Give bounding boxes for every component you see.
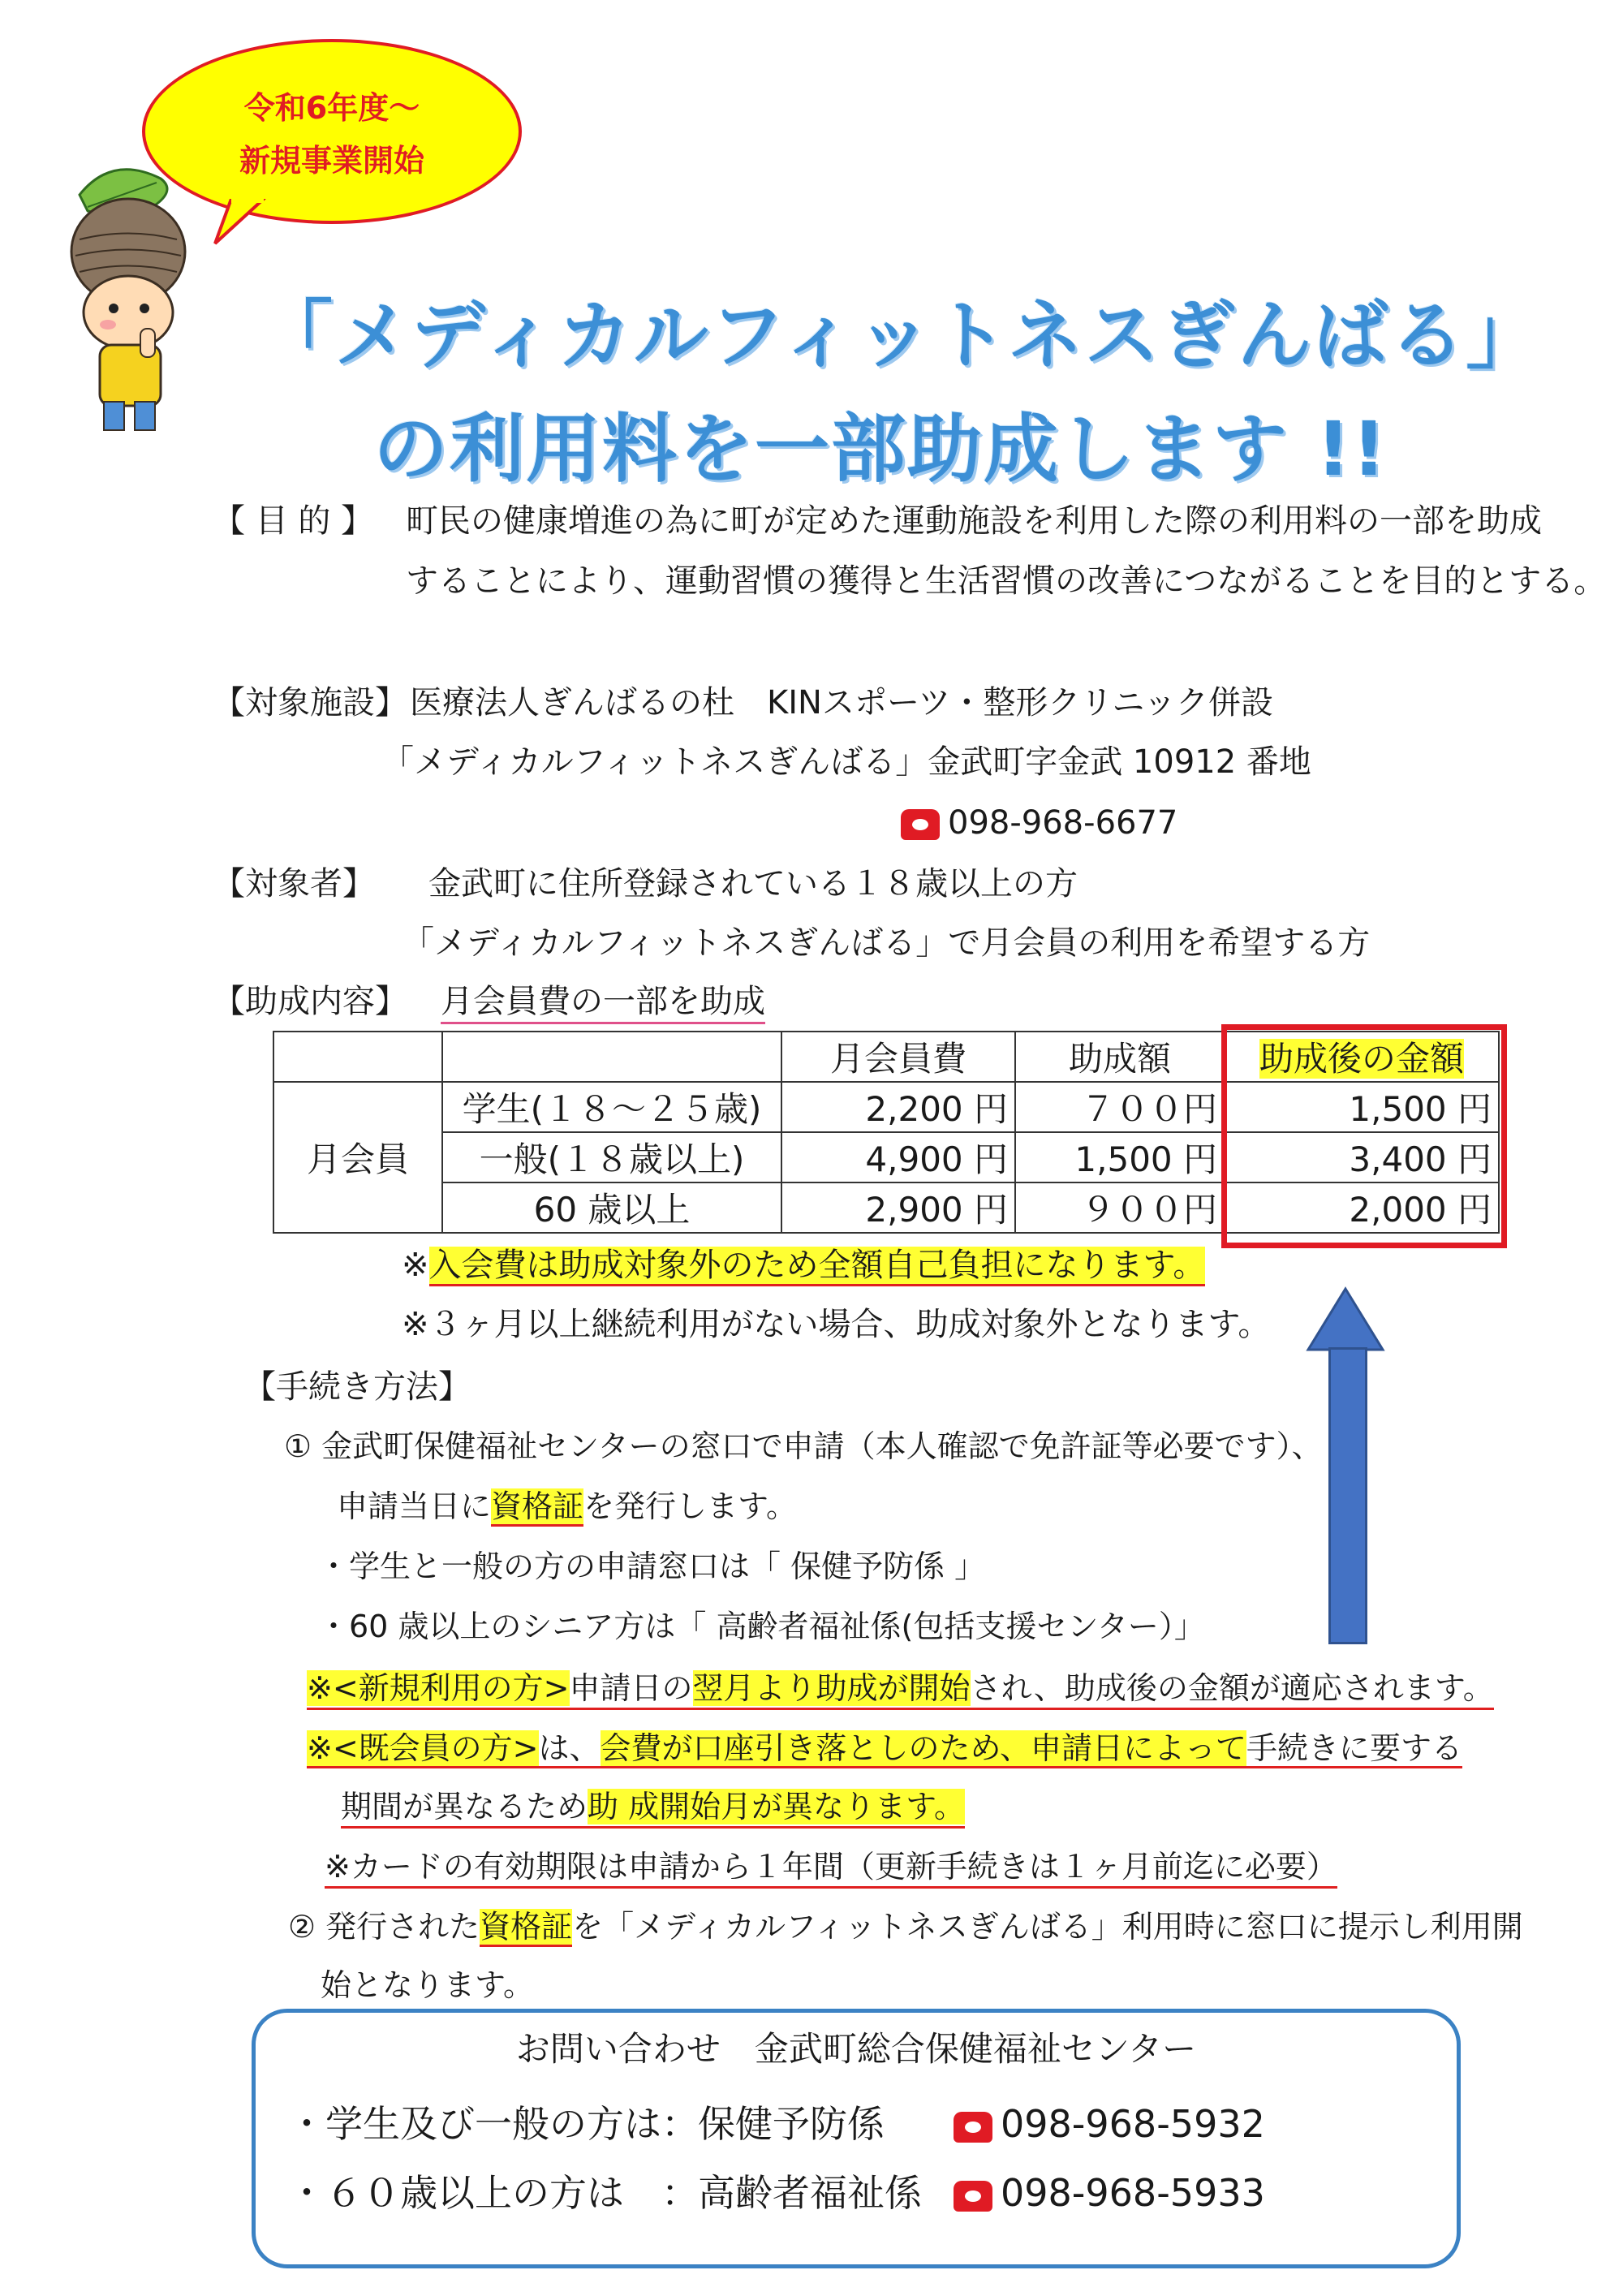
up-arrow-shaft xyxy=(1328,1347,1367,1644)
subsidy-label: 【助成内容】 xyxy=(213,983,407,1020)
existing-member-note xyxy=(307,1730,1462,1768)
step-2-post: を「メディカルフィットネスぎんばる」利用時に窓口に提示し利用開 xyxy=(572,1909,1523,1945)
bubble-line-1: 令和6年度～ xyxy=(243,90,420,126)
fee-cell: 2,900 円 xyxy=(781,1182,1015,1233)
speech-bubble xyxy=(142,39,522,224)
subsidy-text-wrap xyxy=(441,982,765,1021)
after-cell: 2,000 円 xyxy=(1225,1182,1499,1233)
contact-box xyxy=(252,2009,1461,2268)
subsidy-cell: ７００円 xyxy=(1015,1082,1225,1132)
after-cell: 1,500 円 xyxy=(1225,1082,1499,1132)
up-arrow-icon xyxy=(1305,1286,1386,1351)
note-1-text: 入会費は助成対象外のため全額自己負担になります。 xyxy=(429,1247,1206,1286)
step-1-b-pre: 申請当日に xyxy=(337,1488,492,1524)
bubble-tail xyxy=(207,199,272,248)
type-cell: 60 歳以上 xyxy=(442,1182,781,1233)
contact-row-2-phone: 098-968-5933 xyxy=(1001,2171,1265,2215)
step-1-b-post: を発行します。 xyxy=(583,1488,797,1524)
contact-row-2-phone-wrap xyxy=(954,2171,1265,2216)
existing-tag: ※<既会員の方> xyxy=(307,1730,539,1768)
procedure-label: 【手続き方法】 xyxy=(243,1368,471,1406)
existing-mid: は、 xyxy=(539,1730,601,1768)
contact-row-2-label: ・６０歳以上の方は ： xyxy=(288,2171,699,2215)
step-2-line-a xyxy=(288,1909,1523,1946)
type-cell: 学生(１８～２５歳) xyxy=(442,1082,781,1132)
note-1 xyxy=(402,1246,1205,1285)
step-1-line-b xyxy=(337,1488,797,1526)
new-user-note xyxy=(307,1670,1494,1710)
new-user-tag: ※<新規利用の方> xyxy=(307,1670,570,1706)
contact-row-1-phone-wrap xyxy=(954,2102,1265,2147)
note-1-prefix: ※ xyxy=(402,1247,429,1284)
mascot-character-icon xyxy=(63,162,193,438)
subsidy-text: 月会員費の一部を助成 xyxy=(441,983,765,1024)
step-1-line-a: ① 金武町保健福祉センターの窓口で申請（本人確認で免許証等必要です）、 xyxy=(284,1428,1323,1464)
title-line-2: の利用料を一部助成します !! xyxy=(373,406,1388,493)
target-line-1: 金武町に住所登録されている１８歳以上の方 xyxy=(428,865,1078,902)
facility-line-2: 「メディカルフィットネスぎんばる」金武町字金武 10912 番地 xyxy=(381,743,1311,781)
contact-row-1-phone: 098-968-5932 xyxy=(1001,2102,1265,2146)
group-cell: 月会員 xyxy=(273,1082,442,1233)
contact-title: お問い合わせ 金武町総合保健福祉センター xyxy=(515,2029,1197,2069)
fee-cell: 4,900 円 xyxy=(781,1132,1015,1182)
after-subsidy-highlight-box xyxy=(1221,1024,1507,1248)
contact-row-2-dept: 高齢者福祉係 xyxy=(698,2171,922,2215)
header-subsidy: 助成額 xyxy=(1015,1032,1225,1082)
existing-post: 手続きに要する xyxy=(1246,1730,1462,1768)
target-line-2: 「メディカルフィットネスぎんばる」で月会員の利用を希望する方 xyxy=(402,924,1371,962)
header-after-subsidy-text: 助成後の金額 xyxy=(1259,1039,1464,1079)
subsidy-cell: 1,500 円 xyxy=(1015,1132,1225,1182)
header-cell-1 xyxy=(442,1032,781,1082)
note-2: ※３ヶ月以上継続利用がない場合、助成対象外となります。 xyxy=(402,1306,1271,1343)
bullet-1: ・学生と一般の方の申請窓口は「 保健予防係 」 xyxy=(318,1549,986,1584)
card-validity-note: ※カードの有効期限は申請から１年間（更新手続きは１ヶ月前迄に必要） xyxy=(325,1849,1337,1889)
existing-line2-highlight: 助 成開始月が異なります。 xyxy=(588,1789,966,1824)
target-label: 【対象者】 xyxy=(213,865,375,902)
bullet-2: ・60 歳以上のシニア方は「 高齢者福祉係(包括支援センター）」 xyxy=(318,1609,1205,1644)
step-2-certificate: 資格証 xyxy=(480,1909,572,1947)
existing-line2-pre: 期間が異なるため xyxy=(341,1789,588,1824)
new-user-highlight: 翌月より助成が開始 xyxy=(692,1670,971,1706)
facility-line-1: 医療法人ぎんばるの杜 KINスポーツ・整形クリニック併設 xyxy=(410,684,1273,722)
subsidy-cell: ９００円 xyxy=(1015,1182,1225,1233)
facility-phone-row xyxy=(901,803,1177,842)
new-user-mid: 申請日の xyxy=(569,1670,693,1706)
purpose-label: 【 目 的 】 xyxy=(213,502,374,540)
new-user-post: され、助成後の金額が適応されます。 xyxy=(970,1670,1494,1706)
fee-cell: 2,200 円 xyxy=(781,1082,1015,1132)
contact-row-1-dept: 保健予防係 xyxy=(698,2102,885,2146)
existing-highlight: 会費が口座引き落としのため、申請日によって xyxy=(601,1730,1246,1768)
phone-icon xyxy=(954,2112,992,2143)
phone-icon xyxy=(901,809,940,840)
existing-member-note-2 xyxy=(341,1789,965,1829)
certificate-highlight: 資格証 xyxy=(491,1488,583,1527)
header-monthly-fee: 月会員費 xyxy=(781,1032,1015,1082)
after-cell: 3,400 円 xyxy=(1225,1132,1499,1182)
title-line-1: 「メディカルフィットネスぎんばる」 xyxy=(258,292,1543,379)
phone-icon xyxy=(954,2181,992,2212)
contact-row-1-label: ・学生及び一般の方は： xyxy=(288,2102,699,2146)
type-cell: 一般(１８歳以上) xyxy=(442,1132,781,1182)
purpose-line-2: することにより、運動習慣の獲得と生活習慣の改善につながることを目的とする。 xyxy=(406,562,1607,600)
step-2-line-b: 始となります。 xyxy=(321,1967,534,2003)
step-2-pre: ② 発行された xyxy=(288,1909,480,1945)
facility-phone: 098-968-6677 xyxy=(948,804,1178,842)
purpose-line-1: 町民の健康増進の為に町が定めた運動施設を利用した際の利用料の一部を助成 xyxy=(406,502,1542,540)
header-cell-0 xyxy=(273,1032,442,1082)
bubble-line-2: 新規事業開始 xyxy=(239,143,424,179)
facility-label: 【対象施設】 xyxy=(213,684,407,722)
